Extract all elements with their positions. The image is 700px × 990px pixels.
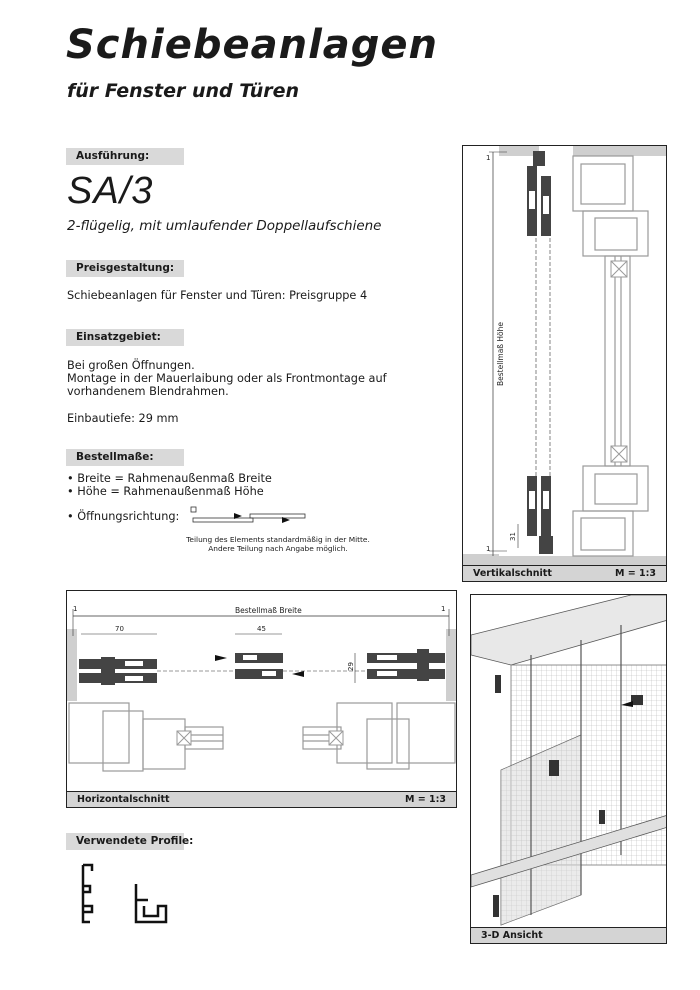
profile-1-icon [83,865,92,922]
h-dim-45: 45 [257,625,266,633]
page-title: Schiebeanlagen [66,22,439,68]
view-3d-footer [471,927,666,943]
price-text: Schiebeanlagen für Fenster und Türen: Preisgruppe 4 [67,289,368,302]
h-dim-70: 70 [115,625,124,633]
einsatz-line-2: Montage in der Mauerlaibung oder als Frontmontage auf [67,372,387,385]
horizontal-section-caption: Horizontalschnitt [77,794,170,805]
vertical-section-caption: Vertikalschnitt [473,568,552,579]
page-subtitle: für Fenster und Türen [67,80,300,102]
bestell-hoehe: • Höhe = Rahmenaußenmaß Höhe [67,485,264,498]
section-label-bestell: Bestellmaße: [66,449,184,466]
section-label-preis: Preisgestaltung: [66,260,184,277]
h-dim-29: 29 [347,662,355,671]
section-label-ausfuehrung: Ausführung: [66,148,184,165]
h-dim-left: 1 [73,605,78,613]
section-label-einsatz: Einsatzgebiet: [66,329,184,346]
section-label-profile: Verwendete Profile: [66,833,184,850]
horizontal-section-scale: M = 1:3 [404,794,446,805]
vertical-section-drawing [463,146,667,566]
horizontal-section-footer [67,791,456,807]
view-3d-panel [470,594,667,944]
einbautiefe: Einbautiefe: 29 mm [67,412,179,425]
view-3d-drawing [471,595,667,929]
einsatz-line-1: Bei großen Öffnungen. [67,359,195,372]
v-dim-top: 1 [486,154,491,162]
view-3d-caption: 3-D Ansicht [481,930,543,941]
v-dim-31: 31 [509,532,517,541]
einsatz-line-3: vorhandenem Blendrahmen. [67,385,229,398]
opening-direction-icon [190,506,310,526]
model-description: 2-flügelig, mit umlaufender Doppellaufschiene [67,218,382,234]
bestell-breite: • Breite = Rahmenaußenmaß Breite [67,472,272,485]
horizontal-section-panel [66,590,457,808]
model-code: SA/3 [67,170,154,212]
horizontal-section-drawing [67,591,457,791]
teilung-note-2: Andere Teilung nach Angabe möglich. [208,544,348,553]
h-dim-right: 1 [441,605,446,613]
vertical-section-scale: M = 1:3 [614,568,656,579]
vertical-section-panel [462,145,667,582]
vertical-section-footer [463,565,666,581]
bestell-richtung: • Öffnungsrichtung: [67,510,180,523]
profile-2-icon [136,884,166,922]
h-dim-label: Bestellmaß Breite [235,606,302,615]
v-dim-bottom: 1 [486,545,491,553]
teilung-note-1: Teilung des Elements standardmäßig in der Mitte. [186,535,370,544]
profile-drawings [78,860,188,930]
v-dim-label: Bestellmaß Höhe [496,322,505,386]
